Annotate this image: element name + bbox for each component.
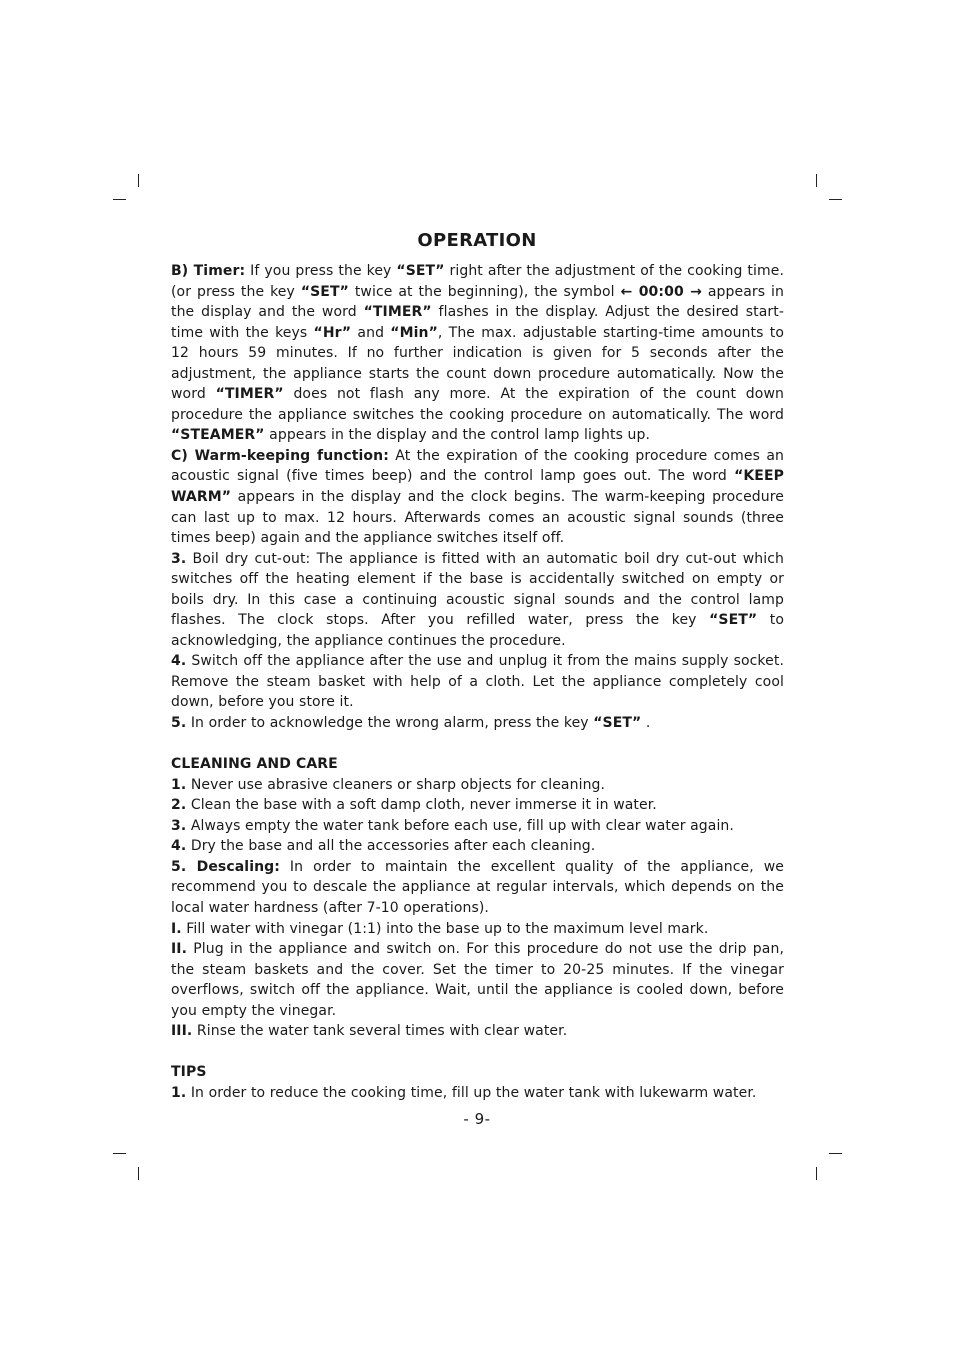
text: Fill water with vinegar (1:1) into the base up to the maximum level mark. [181,920,709,937]
word-steamer: “STEAMER” [171,427,265,444]
timer-label: B) Timer: [171,263,246,279]
timer-paragraph [171,261,784,446]
item-number: 3. [171,550,187,567]
text: Plug in the appliance and switch on. For this procedure do not use the drip pan, the steam baskets and the cover. Set the timer to 20-25 minutes. If the vinegar overflows, switch off the appliance. Wait, until the appliance is cooled down, before you empty the vinegar. [171,941,784,1019]
text: to acknowledging, the appliance continues the procedure. [171,612,784,649]
item-number: 2. [171,797,187,814]
item-number: 1. [171,776,187,793]
item-number: 4. [171,838,187,855]
cleaning-item [171,775,784,796]
text: Rinse the water tank several times with clear water. [192,1023,568,1040]
text: If you press the key [245,263,397,279]
key-hr: “Hr” [313,324,352,341]
text: , The max. adjustable starting-time amounts to 12 hours 59 minutes. If no further indication is given for 5 seconds after the adjustment, the appliance starts the count down procedure automatically. Now the word [171,324,784,403]
step-number: II. [171,941,188,958]
text: appears in the display and the clock begins. The warm-keeping procedure can last up to max. 12 hours. Afterwards comes an acoustic signal sounds (three times beep) again and the appliance switches itself off. [171,489,784,547]
cleaning-item [171,816,784,837]
item-4 [171,651,784,713]
key-set: “SET” [396,263,445,279]
key-set: “SET” [300,283,349,300]
descaling-step [171,919,784,940]
crop-mark [816,1167,817,1180]
text: Never use abrasive cleaners or sharp objects for cleaning. [186,776,606,793]
page-number: - 9- [463,1110,491,1128]
crop-mark [113,199,126,200]
arrow-right-icon: → [690,283,702,300]
text: Clean the base with a soft damp cloth, never immerse it in water. [186,797,657,814]
item-number: 3. [171,817,187,834]
text: At the expiration of the cooking procedure comes an acoustic signal (five times beep) and the control lamp goes out. The word [171,447,784,485]
item-number: 5. Descaling: [171,858,280,875]
text: Dry the base and all the accessories after each cleaning. [186,838,596,855]
text: . [641,715,651,732]
warm-label: C) Warm-keeping function: [171,447,389,464]
spacer [171,734,784,755]
text: appears in the display and the word [171,283,785,321]
word-timer: “TIMER” [215,386,284,403]
text: and [351,324,391,341]
crop-mark [829,199,842,200]
crop-mark [816,174,817,187]
crop-mark [138,174,139,187]
tips-item [171,1083,784,1104]
key-set: “SET” [593,715,642,732]
arrow-left-icon: ← [620,283,633,300]
text: right after the adjustment of the cooking time. (or press the key [171,263,785,300]
item-number: 4. [171,653,187,670]
text: twice at the beginning), the symbol [348,283,621,300]
text: In order to acknowledge the wrong alarm, press the key [186,715,594,732]
document-body [171,261,784,1103]
text: appears in the display and the control lamp lights up. [264,427,651,444]
key-set: “SET” [709,612,758,629]
text: Boil dry cut-out: The appliance is fitted with an automatic boil dry cut-out which switches off the heating element if the base is accidentally switched on empty or boils dry. In this case a continuing acoustic signal sounds and the control lamp flashes. The clock stops. After you refilled water, press the key [171,550,784,629]
step-number: I. [171,920,182,937]
cleaning-item [171,857,784,919]
cleaning-item [171,795,784,816]
text: does not flash any more. At the expiration of the count down procedure the appliance switches the cooking procedure on automatically. The word [171,386,784,423]
descaling-step [171,939,784,1021]
text: In order to reduce the cooking time, fill up the water tank with lukewarm water. [186,1084,757,1101]
warm-paragraph [171,446,784,549]
word-timer: “TIMER” [363,304,432,321]
item-number: 1. [171,1084,187,1101]
key-min: “Min” [390,324,438,341]
item-5 [171,713,784,734]
crop-mark [138,1167,139,1180]
timer-symbol: 00:00 [632,283,691,300]
text: Switch off the appliance after the use and unplug it from the mains supply socket. Remove the steam basket with help of a cloth. Let the appliance completely cool down, before you store it. [171,653,784,711]
descaling-step [171,1021,784,1042]
cleaning-heading: CLEANING AND CARE [171,756,338,773]
spacer [171,1042,784,1063]
crop-mark [829,1153,842,1154]
crop-mark [113,1153,126,1154]
text: Always empty the water tank before each use, fill up with clear water again. [186,817,734,834]
item-3 [171,549,784,652]
text: In order to maintain the excellent quality of the appliance, we recommend you to descale the appliance at regular intervals, which depends on the local water hardness (after 7-10 operations). [171,858,784,916]
text: flashes in the display. Adjust the desired start-time with the keys [171,304,784,341]
tips-heading: TIPS [171,1064,207,1081]
step-number: III. [171,1023,193,1040]
word-keep-warm: “KEEP WARM” [171,468,784,506]
page-title: OPERATION [417,230,537,251]
item-number: 5. [171,715,187,732]
cleaning-item [171,836,784,857]
